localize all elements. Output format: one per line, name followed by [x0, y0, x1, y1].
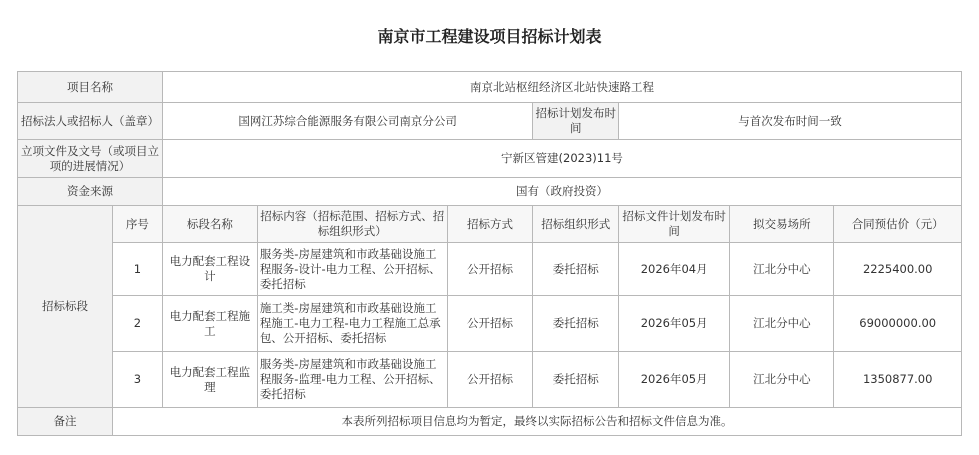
- tenderer-label: 招标法人或招标人（盖章）: [18, 103, 163, 140]
- row-fund-source: [18, 178, 962, 206]
- section-price: 2225400.00: [834, 243, 962, 296]
- approval-label: 立项文件及文号（或项目立项的进展情况）: [18, 140, 163, 178]
- section-org: 委托招标: [533, 243, 619, 296]
- section-price: 69000000.00: [834, 296, 962, 352]
- section-venue: 江北分中心: [730, 243, 834, 296]
- publish-time-value: 与首次发布时间一致: [619, 103, 962, 140]
- row-project-name: [18, 72, 962, 103]
- column-header: 合同预估价（元）: [834, 206, 962, 243]
- section-no: 3: [112, 352, 162, 408]
- page-title: 南京市工程建设项目招标计划表: [377, 27, 602, 46]
- note-label: 备注: [18, 408, 113, 436]
- tenderer-value: 国网江苏综合能源服务有限公司南京分公司: [162, 103, 532, 140]
- section-no: 2: [112, 296, 162, 352]
- section-name: 电力配套工程监理: [162, 352, 257, 408]
- section-method: 公开招标: [447, 352, 533, 408]
- section-time: 2026年05月: [619, 296, 730, 352]
- project-name-label: 项目名称: [18, 72, 163, 103]
- section-content: 服务类-房屋建筑和市政基础设施工程服务-设计-电力工程、公开招标、委托招标: [257, 243, 447, 296]
- table-row: [18, 352, 962, 408]
- column-header: 招标方式: [447, 206, 533, 243]
- section-org: 委托招标: [533, 352, 619, 408]
- fund-source-label: 资金来源: [18, 178, 163, 206]
- tender-plan-table: [17, 71, 962, 436]
- section-time: 2026年04月: [619, 243, 730, 296]
- section-price: 1350877.00: [834, 352, 962, 408]
- column-header: 招标组织形式: [533, 206, 619, 243]
- column-header: 序号: [112, 206, 162, 243]
- section-time: 2026年05月: [619, 352, 730, 408]
- table-row: [18, 296, 962, 352]
- note-value: 本表所列招标项目信息均为暂定，最终以实际招标公告和招标文件信息为准。: [112, 408, 961, 436]
- table-row: [18, 243, 962, 296]
- section-venue: 江北分中心: [730, 296, 834, 352]
- section-venue: 江北分中心: [730, 352, 834, 408]
- section-label: 招标标段: [18, 206, 113, 408]
- section-header-row: [18, 206, 962, 243]
- section-no: 1: [112, 243, 162, 296]
- section-method: 公开招标: [447, 296, 533, 352]
- column-header: 招标文件计划发布时间: [619, 206, 730, 243]
- section-method: 公开招标: [447, 243, 533, 296]
- row-note: [18, 408, 962, 436]
- section-name: 电力配套工程设计: [162, 243, 257, 296]
- publish-time-label: 招标计划发布时间: [533, 103, 619, 140]
- project-name-value: 南京北站枢纽经济区北站快速路工程: [162, 72, 961, 103]
- row-approval: [18, 140, 962, 178]
- section-content: 服务类-房屋建筑和市政基础设施工程服务-监理-电力工程、公开招标、委托招标: [257, 352, 447, 408]
- section-name: 电力配套工程施工: [162, 296, 257, 352]
- column-header: 拟交易场所: [730, 206, 834, 243]
- section-content: 施工类-房屋建筑和市政基础设施工程施工-电力工程-电力工程施工总承包、公开招标、委托招标: [257, 296, 447, 352]
- column-header: 标段名称: [162, 206, 257, 243]
- column-header: 招标内容（招标范围、招标方式、招标组织形式）: [257, 206, 447, 243]
- approval-value: 宁新区管建(2023)11号: [162, 140, 961, 178]
- row-tenderer: [18, 103, 962, 140]
- section-org: 委托招标: [533, 296, 619, 352]
- fund-source-value: 国有（政府投资）: [162, 178, 961, 206]
